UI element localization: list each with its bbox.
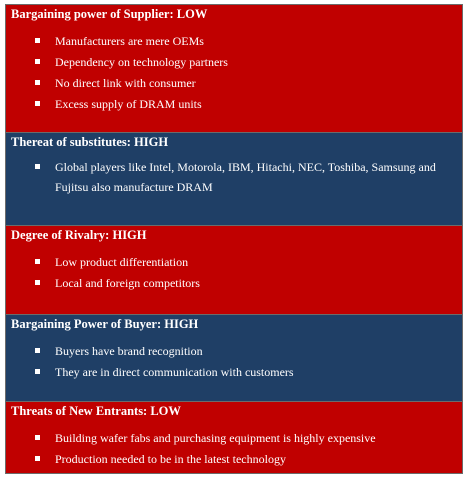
square-bullet-icon <box>35 259 40 264</box>
square-bullet-icon <box>35 456 40 461</box>
bullet-list <box>6 149 462 197</box>
square-bullet-icon <box>35 80 40 85</box>
list-item: Global players like Intel, Motorola, IBM, Hitachi, NEC, Toshiba, Samsung and Fujitsu also manufacture DRAM <box>6 157 462 197</box>
list-item: They are in direct communication with customers <box>6 362 462 382</box>
section-heading: Threats of New Entrants: LOW <box>11 404 181 418</box>
section-new-entrants <box>6 402 462 473</box>
square-bullet-icon <box>35 59 40 64</box>
square-bullet-icon <box>35 369 40 374</box>
section-substitutes <box>6 133 462 226</box>
square-bullet-icon <box>35 348 40 353</box>
section-supplier-power <box>6 5 462 133</box>
square-bullet-icon <box>35 435 40 440</box>
section-buyer-power <box>6 315 462 402</box>
bullet-list <box>6 21 462 114</box>
list-item: Buyers have brand recognition <box>6 341 462 361</box>
section-heading: Bargaining power of Supplier: LOW <box>11 7 208 21</box>
section-rivalry <box>6 226 462 315</box>
porter-five-forces-table <box>5 4 463 474</box>
square-bullet-icon <box>35 280 40 285</box>
list-item: Low product differentiation <box>6 252 462 272</box>
square-bullet-icon <box>35 101 40 106</box>
list-item: Local and foreign competitors <box>6 273 462 293</box>
section-heading: Degree of Rivalry: HIGH <box>11 228 147 242</box>
section-heading: Thereat of substitutes: HIGH <box>11 135 169 149</box>
list-item: Production needed to be in the latest technology <box>6 449 462 469</box>
bullet-list <box>6 331 462 382</box>
square-bullet-icon <box>35 164 40 169</box>
list-item: Dependency on technology partners <box>6 52 462 72</box>
list-item: No direct link with consumer <box>6 73 462 93</box>
bullet-list <box>6 418 462 469</box>
list-item: Building wafer fabs and purchasing equipment is highly expensive <box>6 428 462 448</box>
section-heading: Bargaining Power of Buyer: HIGH <box>11 317 199 331</box>
square-bullet-icon <box>35 38 40 43</box>
bullet-list <box>6 242 462 293</box>
list-item: Manufacturers are mere OEMs <box>6 31 462 51</box>
list-item: Excess supply of DRAM units <box>6 94 462 114</box>
